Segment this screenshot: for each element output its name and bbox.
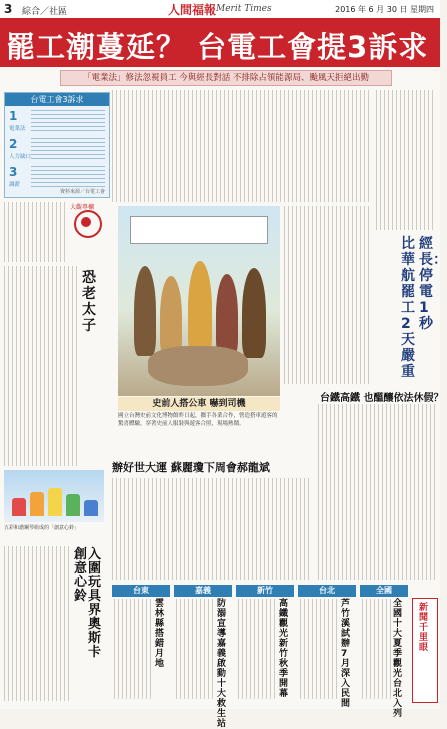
region-name: 台東	[112, 585, 170, 597]
demand-number: 3	[9, 165, 18, 179]
demand-label: 人力缺口	[9, 154, 32, 160]
region-text	[362, 599, 392, 699]
region-headline: 防溺宣導 嘉義啟動十大救生站	[217, 599, 227, 729]
region-column	[112, 585, 170, 701]
region-column	[174, 585, 232, 729]
region-text	[176, 599, 216, 699]
region-text	[114, 599, 154, 699]
region-text	[300, 599, 340, 699]
animal-costume	[148, 346, 248, 386]
sidebar-title: 台電工會3訴求	[5, 93, 109, 106]
news-brief-box	[412, 598, 438, 703]
article-body	[112, 478, 312, 580]
region-headline: 芦竹溪試辦 7月深入民間	[341, 599, 351, 709]
column-title: 恐老太子	[82, 270, 96, 334]
column-text	[4, 546, 70, 701]
region-name: 全國	[360, 585, 408, 597]
pull-quote	[375, 236, 447, 380]
toy-caption: 五彩和諧鋼琴組成的「創意心鈴」	[4, 525, 80, 531]
toy-headline: 創意心鈴	[74, 547, 88, 604]
region-headline: 全國十大夏季觀光 台北入列	[393, 599, 403, 719]
person-figure	[188, 261, 212, 356]
demand-text	[31, 110, 105, 132]
universiade-headline: 辦好世大運 蘇麗瓊下周會郝龍斌	[112, 461, 270, 474]
person-figure	[160, 276, 182, 356]
page-header	[0, 0, 440, 19]
prehistoric-bus-photo	[118, 206, 280, 396]
region-name: 新竹	[236, 585, 294, 597]
article-body	[112, 90, 370, 202]
pull-quote-line1: 經長：停電1秒	[419, 236, 447, 332]
photo-sign	[130, 216, 268, 244]
regional-news-strip	[112, 585, 436, 729]
column-text	[4, 202, 68, 262]
toy-piano-key	[84, 500, 98, 516]
demand-number: 2	[9, 137, 18, 151]
newspaper-logo-en: Merit Times	[216, 4, 272, 14]
article-body	[376, 90, 436, 230]
toy-photo	[4, 470, 104, 522]
demand-label: 電業法	[9, 126, 26, 132]
column-badge	[70, 202, 104, 238]
demand-item	[9, 165, 105, 189]
main-headline: 罷工潮蔓延？ 台電工會提3訴求	[6, 30, 429, 64]
sidebar-source: 資料來源／台電工會	[59, 189, 105, 195]
photo-caption-title: 史前人搭公車 嚇到司機	[118, 397, 280, 411]
toy-piano-key	[66, 494, 80, 516]
newspaper-logo: 人間福報	[168, 3, 217, 17]
person-figure	[242, 268, 266, 358]
subheadline: 「電業法」修法忽視員工 今與經長對話 不排除占領能源局、颱風天拒絕出勤	[60, 70, 392, 86]
page-number: 3	[4, 2, 13, 16]
photo-caption-text: 國立台灣史前文化博物館昨日起，攜手各業合作，營造搭車遊客的驚喜體驗，穿著史前人服裝與遊客合照，現場熱鬧。	[118, 413, 278, 427]
region-column	[360, 585, 408, 719]
region-headline: 高鐵觀光 新竹 秋季開幕	[279, 599, 289, 699]
region-name: 台北	[298, 585, 356, 597]
region-name: 嘉義	[174, 585, 232, 597]
region-headline: 雲林縣搭錯月地	[155, 599, 165, 669]
demand-item	[9, 137, 105, 161]
pull-quote-line2: 比華航罷工2天嚴重	[401, 236, 415, 380]
demand-text	[31, 166, 105, 188]
column-text	[4, 266, 78, 466]
region-text	[238, 599, 278, 699]
article-body	[284, 206, 370, 384]
headline-banner	[0, 19, 440, 67]
article-body	[318, 404, 436, 580]
demand-item	[9, 109, 105, 133]
rail-headline: 台鐵高鐵 也醞釀依法休假？	[320, 393, 444, 404]
region-column	[236, 585, 294, 701]
demand-label: 調薪	[9, 182, 21, 188]
person-figure	[216, 274, 238, 356]
toy-piano-key	[12, 498, 26, 516]
demand-number: 1	[9, 109, 18, 123]
column-tag: 大觀專欄	[70, 204, 95, 211]
column-logo-dot-icon	[81, 217, 91, 227]
issue-date: 2016 年 6 月 30 日 星期四	[335, 5, 434, 14]
region-column	[298, 585, 356, 709]
toy-headline-2: 入圍玩具界奧斯卡	[88, 547, 102, 660]
news-brief-title: 新聞千里眼	[419, 603, 429, 653]
person-figure	[134, 266, 156, 356]
demand-text	[31, 138, 105, 160]
toy-piano-key	[30, 492, 44, 516]
section-label: 綜合／社區	[22, 7, 68, 17]
demands-sidebar	[4, 92, 110, 198]
toy-piano-key	[48, 488, 62, 516]
